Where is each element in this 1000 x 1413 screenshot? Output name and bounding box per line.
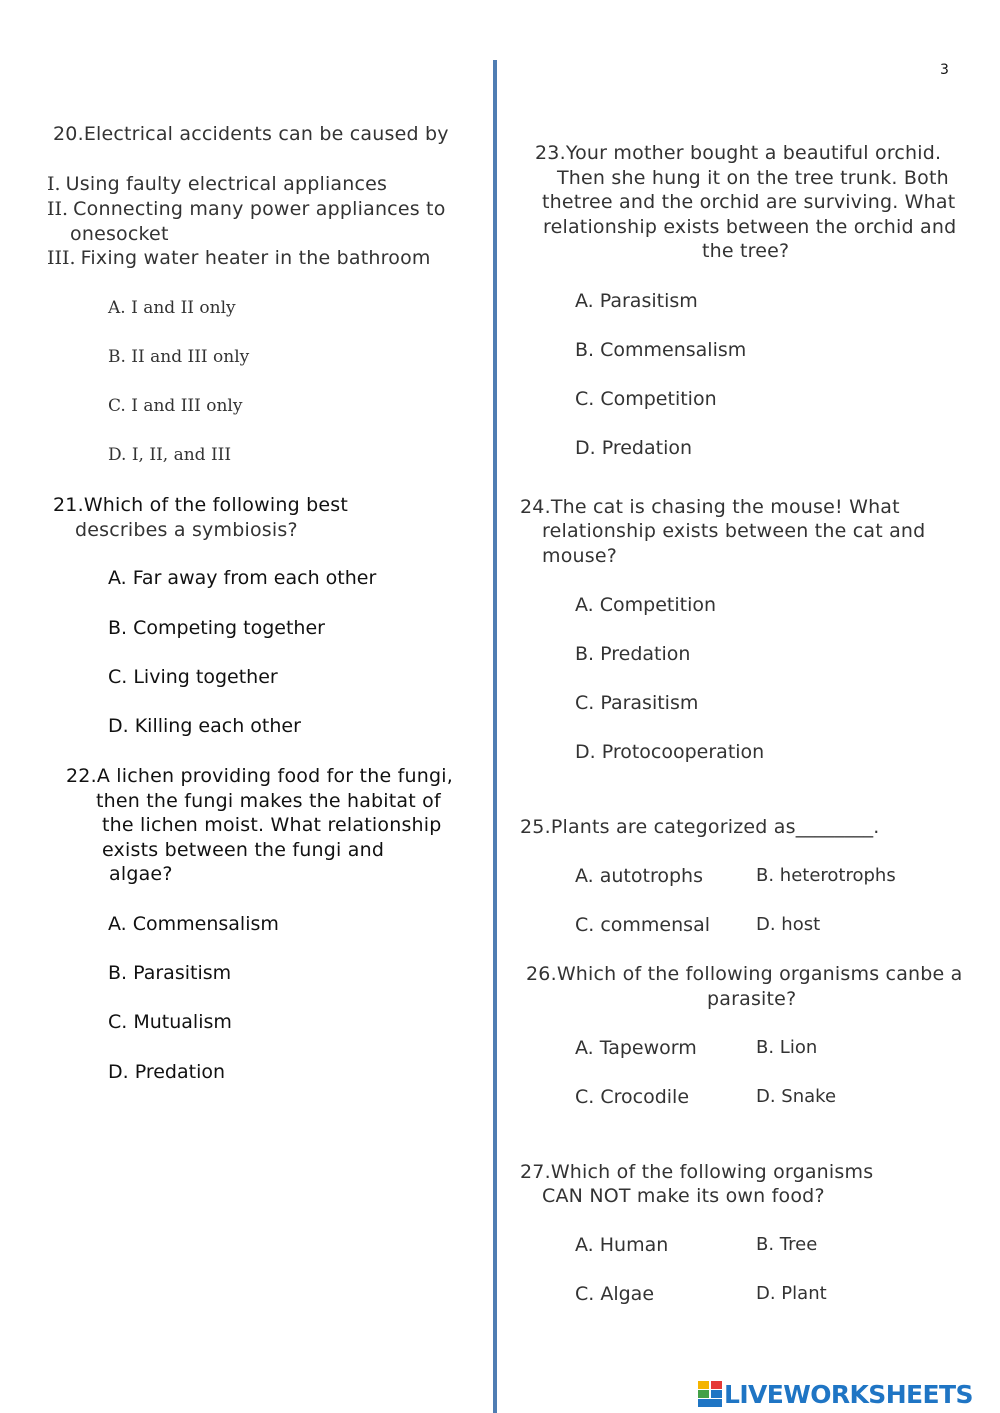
option-a[interactable]: A. Commensalism <box>108 913 279 935</box>
question-23-line-5: the tree? <box>702 240 790 262</box>
statement-2-continued: onesocket <box>70 223 169 245</box>
statement-numeral: II. <box>47 198 69 220</box>
option-a[interactable]: A. autotrophs <box>575 865 703 887</box>
option-d[interactable]: D. Snake <box>756 1086 837 1107</box>
question-22-line-5: algae? <box>109 863 173 885</box>
statement-text: Fixing water heater in the bathroom <box>80 247 431 269</box>
question-23-line-4: relationship exists between the orchid and <box>543 216 957 238</box>
question-27-line-1: 27.Which of the following organisms <box>520 1161 874 1183</box>
statement-1 <box>47 173 387 195</box>
option-c[interactable]: C. Parasitism <box>575 692 699 714</box>
option-c[interactable]: C. Crocodile <box>575 1086 690 1108</box>
statement-text: Using faulty electrical appliances <box>65 173 388 195</box>
option-c[interactable]: C. Living together <box>108 666 278 688</box>
option-b[interactable]: B. Commensalism <box>575 339 747 361</box>
option-c[interactable]: C. Competition <box>575 388 717 410</box>
liveworksheets-brand-text: LIVEWORKSHEETS <box>724 1379 973 1409</box>
option-d[interactable]: D. Killing each other <box>108 715 301 737</box>
question-22-line-2: then the fungi makes the habitat of <box>96 790 441 812</box>
option-b[interactable]: B. Parasitism <box>108 962 232 984</box>
question-24-line-3: mouse? <box>542 545 618 567</box>
option-d[interactable]: D. Predation <box>108 1061 226 1083</box>
option-c[interactable]: C. I and III only <box>108 396 243 416</box>
question-20-title: 20.Electrical accidents can be caused by <box>53 123 449 145</box>
question-22-line-1: 22.A lichen providing food for the fungi, <box>66 765 453 787</box>
option-b[interactable]: B. Lion <box>756 1037 818 1058</box>
option-a[interactable]: A. Tapeworm <box>575 1037 697 1059</box>
question-22-line-4: exists between the fungi and <box>102 839 385 861</box>
statement-2 <box>47 198 446 220</box>
question-26-line-2: parasite? <box>707 988 797 1010</box>
liveworksheets-logo[interactable] <box>698 1378 973 1410</box>
option-d[interactable]: D. Plant <box>756 1283 827 1304</box>
option-b[interactable]: B. II and III only <box>108 347 250 367</box>
question-27-line-2: CAN NOT make its own food? <box>542 1185 825 1207</box>
question-24-line-1: 24.The cat is chasing the mouse! What <box>520 496 900 518</box>
question-23-line-3: thetree and the orchid are surviving. What <box>542 191 956 213</box>
question-21-line-1: 21.Which of the following best <box>53 494 348 516</box>
question-22-line-3: the lichen moist. What relationship <box>102 814 442 836</box>
option-a[interactable]: A. Far away from each other <box>108 567 377 589</box>
option-d[interactable]: D. host <box>756 914 821 935</box>
option-b[interactable]: B. Predation <box>575 643 691 665</box>
option-b[interactable]: B. Tree <box>756 1234 818 1255</box>
question-21-line-2: describes a symbiosis? <box>75 519 298 541</box>
option-d[interactable]: D. Protocooperation <box>575 741 765 763</box>
option-c[interactable]: C. commensal <box>575 914 710 936</box>
option-c[interactable]: C. Algae <box>575 1283 655 1305</box>
option-b[interactable]: B. heterotrophs <box>756 865 896 886</box>
option-a[interactable]: A. Competition <box>575 594 717 616</box>
option-a[interactable]: A. Parasitism <box>575 290 698 312</box>
liveworksheets-logo-icon <box>698 1381 722 1407</box>
question-26-line-1: 26.Which of the following organisms canbe a <box>526 963 963 985</box>
option-d[interactable]: D. Predation <box>575 437 693 459</box>
page-number: 3 <box>940 62 949 78</box>
question-23-line-2: Then she hung it on the tree trunk. Both <box>557 167 949 189</box>
column-divider <box>493 60 497 1413</box>
statement-numeral: III. <box>47 247 76 269</box>
statement-numeral: I. <box>47 173 61 195</box>
option-c[interactable]: C. Mutualism <box>108 1011 232 1033</box>
option-a[interactable]: A. I and II only <box>108 298 236 318</box>
question-24-line-2: relationship exists between the cat and <box>542 520 926 542</box>
statement-3 <box>47 247 431 269</box>
option-a[interactable]: A. Human <box>575 1234 669 1256</box>
statement-text: Connecting many power appliances to <box>73 198 446 220</box>
question-23-line-1: 23.Your mother bought a beautiful orchid. <box>535 142 942 164</box>
option-b[interactable]: B. Competing together <box>108 617 325 639</box>
option-d[interactable]: D. I, II, and III <box>108 445 232 465</box>
question-25-title: 25.Plants are categorized as________. <box>520 816 880 838</box>
